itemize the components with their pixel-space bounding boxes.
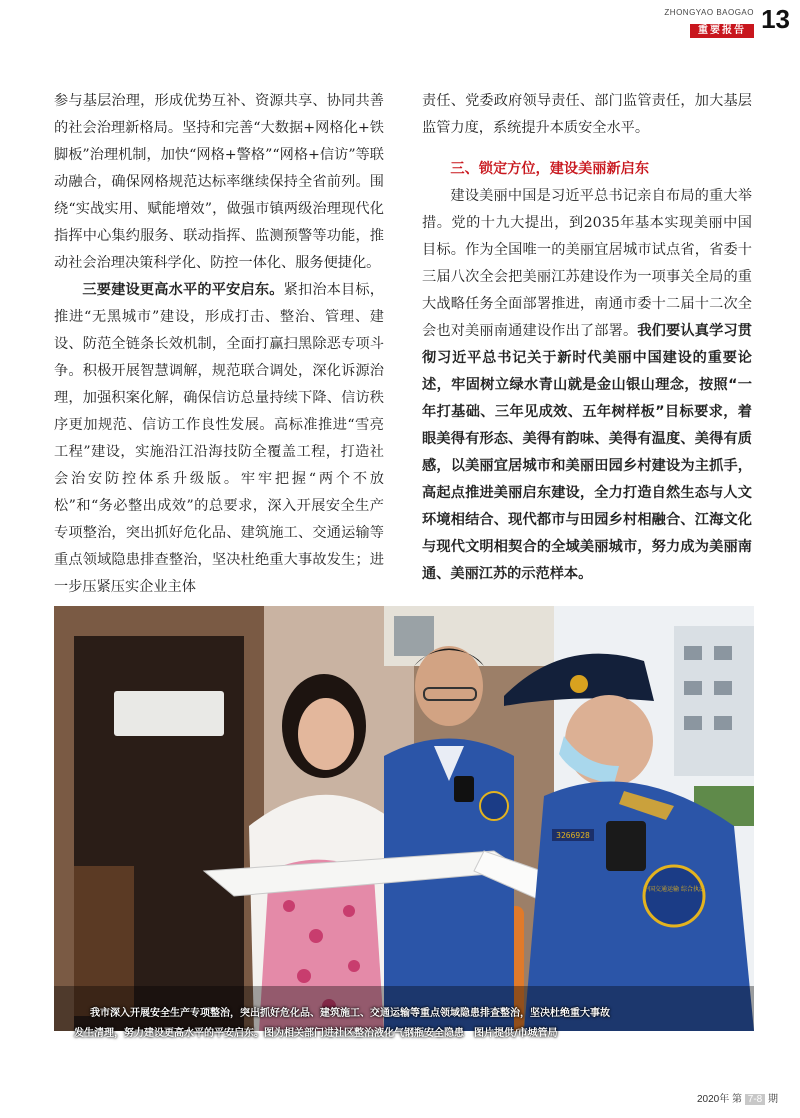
footer-period: 期 (768, 1094, 778, 1105)
right-column (422, 88, 752, 588)
paragraph-lead: 三要建设更高水平的平安启东。 (82, 282, 284, 298)
photo-caption (74, 1004, 742, 1044)
news-photo (54, 606, 754, 1031)
patch-shoulder-text: 中国交通运输 综合执法 (643, 886, 705, 893)
page-number: 13 (761, 4, 790, 34)
badge-number: 3266928 (556, 831, 590, 840)
paragraph-bold-text: 我们要认真学习贯彻习近平总书记关于新时代美丽中国建设的重要论述，牢固树立绿水青山就是金山银山理念，按照“一年打基础、三年见成效、五年树样板”目标要求，着眼美得有形态、美得有韵味、美得有温度、美得有质感，以美丽宜居城市和美丽田园乡村建设为主抓手，高起点推进美丽启东建设，全力打造自然生态与人文环境相结合、现代都市与田园乡村相融合、江海文化与现代文明相契合的全域美丽城市，努力成为美丽南通、美丽江苏的示范样本。 (422, 323, 752, 582)
brand-chinese: 重要报告 (690, 24, 754, 38)
brand-english: ZHONGYAO BAOGAO (664, 8, 754, 17)
left-column (54, 88, 384, 601)
paragraph-normal-text: 建设美丽中国是习近平总书记亲自布局的重大举措。党的十九大提出，到2035年基本实现美丽中国目标。作为全国唯一的美丽宜居城市试点省，省委十三届八次全会把美丽江苏建设作为一项事关全局的重大战略任务全面部署推进，南通市委十二届十二次全会也对美丽南通建设作出了部署。 (422, 188, 752, 339)
paragraph-beautiful-qidong (422, 183, 752, 588)
footer-issue-number: 7-8 (745, 1094, 765, 1105)
paragraph-safe-qidong (54, 277, 384, 601)
issue-footer (697, 1090, 778, 1105)
paragraph-body: 紧扣治本目标，推进“无黑城市”建设，形成打击、整治、管理、建设、防范全链条长效机制，全面打赢扫黑除恶专项斗争。积极开展智慧调解，规范联合调处，深化诉源治理，加强积案化解，确保信访总量持续下降、信访秩序更加规范、信访工作良性发展。高标准推进“雪亮工程”建设，实施沿江沿海技防全覆盖工程，打造社会治安防控体系升级版。牢牢把握“两个不放松”和“务必整出成效”的总要求，深入开展安全生产专项整治，突出抓好危化品、建筑施工、交通运输等重点领域隐患排查整治，坚决杜绝重大事故发生；进一步压紧压实企业主体 (54, 282, 384, 595)
footer-year: 2020年 第 (696, 1094, 742, 1105)
caption-line-2: 发生清理，努力建设更高水平的平安启东。图为相关部门进社区整治液化气钢瓶安全隐患 图片提供/市城管局 (74, 1028, 558, 1039)
section-heading: 三、锁定方位，建设美丽新启东 (450, 161, 650, 177)
paragraph-governance: 参与基层治理，形成优势互补、资源共享、协同共善的社会治理新格局。坚持和完善“大数据+网格化+铁脚板”治理机制，加快“网格+警格”“网格+信访”等联动融合，确保网格规范达标率继续保持全省前列。围绕“实战实用、赋能增效”，做强市镇两级治理现代化指挥中心集约服务、联动指挥、监测预警等功能，推动社会治理决策科学化、防控一体化、服务便捷化。 (54, 93, 384, 271)
caption-line-1: 我市深入开展安全生产专项整治，突出抓好危化品、建筑施工、交通运输等重点领域隐患排查整治，坚决杜绝重大事故 (90, 1008, 610, 1019)
paragraph-responsibility: 责任、党委政府领导责任、部门监管责任，加大基层监管力度，系统提升本质安全水平。 (422, 93, 752, 136)
magazine-brand (664, 8, 754, 38)
